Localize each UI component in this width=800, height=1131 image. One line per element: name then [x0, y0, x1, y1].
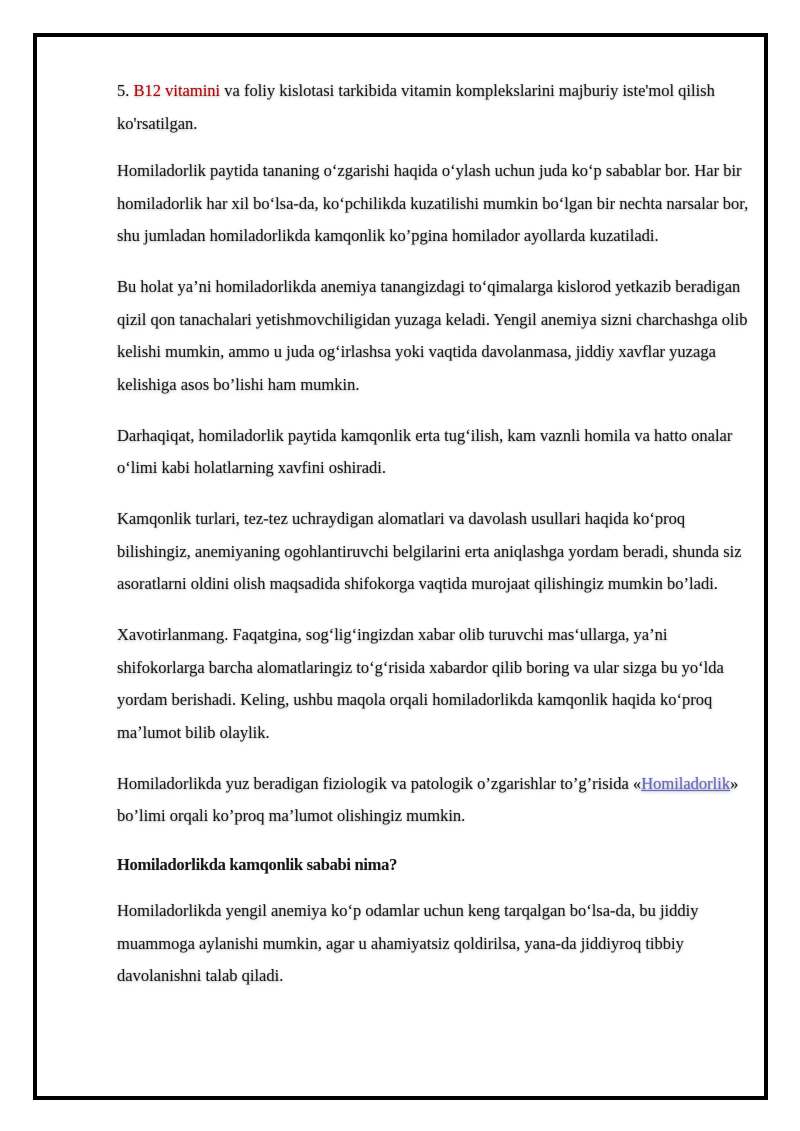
paragraph-vitamin-list-item [117, 75, 757, 140]
paragraph-text: Homiladorlikda yuz beradigan fiziologik va patologik o’zgarishlar to’g’risida « [117, 773, 642, 793]
section-heading: Homiladorlikda kamqonlik sababi nima? [117, 855, 398, 874]
paragraph-risks: Darhaqiqat, homiladorlik paytida kamqonlik erta tugʻilish, kam vaznli homila va hatto onalar oʻlimi kabi holatlarning xavfini oshiradi. [117, 425, 733, 477]
paragraph-body-changes: Homiladorlik paytida tananing oʻzgarishi haqida oʻylash uchun juda koʻp sabablar bor. Har bir homiladorlik har xil boʻlsa-da, koʻpchilikda kuzatilishi mumkin boʻlgan bir nechta narsalar bor, shu jumladan homiladorlikda kamqonlik ko’pgina homilador ayollarda kuzatiladi. [117, 161, 749, 245]
paragraph-text: va foliy kislotasi tarkibida vitamin komplekslarini majburiy iste'mol qilish ko'rsatilgan. [117, 81, 715, 133]
paragraph-section-reference [117, 768, 757, 833]
paragraph-types-symptoms: Kamqonlik turlari, tez-tez uchraydigan alomatlari va davolash usullari haqida koʻproq bilishingiz, anemiyaning ogohlantiruvchi belgilarini erta aniqlashga yordam beradi, shunda siz asoratlarni oldini olish maqsadida shifokorga vaqtida murojaat qilishingiz mumkin bo’ladi. [117, 509, 742, 593]
document-content [117, 75, 757, 1011]
paragraph-mild-anemia: Homiladorlikda yengil anemiya koʻp odamlar uchun keng tarqalgan boʻlsa-da, bu jiddiy muammoga aylanishi mumkin, agar u ahamiyatsiz qoldirilsa, yana-da jiddiyroq tibbiy davolanishni talab qiladi. [117, 901, 699, 985]
highlighted-term: B12 vitamini [133, 81, 221, 100]
homiladorlik-link[interactable]: Homiladorlik [641, 773, 731, 793]
paragraph-reassurance: Xavotirlanmang. Faqatgina, sogʻligʻingizdan xabar olib turuvchi masʻullarga, ya’ni shifokorlarga barcha alomatlaringiz toʻgʻrisida xabardor qilib boring va ular sizga bu yoʻlda yordam berishadi. Keling, ushbu maqola orqali homiladorlikda kamqonlik haqida koʻproq maʼlumot bilib olaylik. [117, 625, 724, 742]
list-number: 5. [117, 81, 130, 100]
paragraph-anemia-cause: Bu holat ya’ni homiladorlikda anemiya tanangizdagi toʻqimalarga kislorod yetkazib beradigan qizil qon tanachalari yetishmovchiligidan yuzaga keladi. Yengil anemiya sizni charchashga olib kelishi mumkin, ammo u juda ogʻirlashsa yoki vaqtida davolanmasa, jiddiy xavflar yuzaga kelishiga asos bo’lishi ham mumkin. [117, 277, 748, 394]
paragraph-text: » bo’limi orqali ko’proq ma’lumot olishingiz mumkin. [117, 773, 739, 825]
page-frame [33, 33, 768, 1100]
